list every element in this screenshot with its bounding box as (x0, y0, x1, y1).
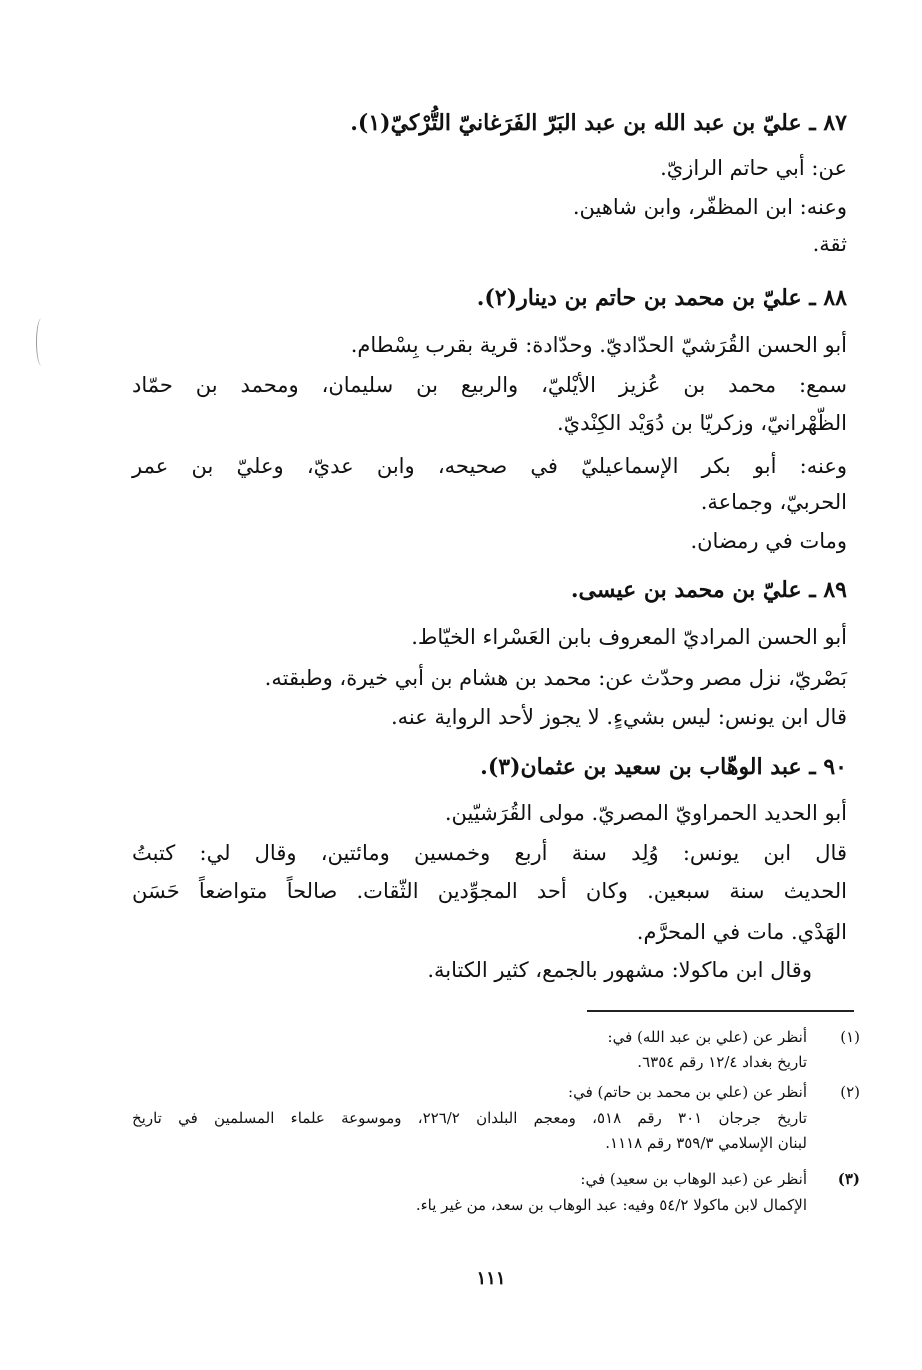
entry-88-line-2: سمع: محمد بن عُزيز الأيْليّ، والربيع بن سليمان، ومحمد بن حمّاد (132, 373, 847, 397)
entry-88-line-5: الحربيّ، وجماعة. (700, 490, 847, 514)
entry-90-heading: ٩٠ ـ عبد الوهّاب بن سعيد بن عثمان(٣). (480, 754, 847, 780)
footnote-1-number: (١) (840, 1028, 860, 1046)
entry-88-line-6: ومات في رمضان. (690, 529, 847, 553)
entry-88-line-3: الظّهْرانيّ، وزكريّا بن دُوَيْد الكِنْديّ. (557, 411, 847, 435)
entry-89-line-3: قال ابن يونس: ليس بشيءٍ. لا يجوز لأحد الرواية عنه. (390, 705, 847, 729)
entry-90-line-5: وقال ابن ماكولا: مشهور بالجمع، كثير الكتابة. (427, 958, 812, 982)
entry-88-line-4: وعنه: أبو بكر الإسماعيليّ في صحيحه، وابن عديّ، وعليّ بن عمر (132, 454, 847, 478)
entry-89-heading: ٨٩ ـ عليّ بن محمد بن عيسى. (570, 577, 847, 603)
footnote-2-number: (٢) (840, 1083, 860, 1101)
entry-87-heading: ٨٧ ـ عليّ بن عبد الله بن عبد البَرّ الفَرَغانيّ التُّرْكيّ(١). (350, 110, 847, 136)
entry-87-line-2: وعنه: ابن المظفّر، وابن شاهين. (572, 195, 847, 219)
entry-90-line-1: أبو الحديد الحمراويّ المصريّ. مولى القُرَشيّين. (444, 801, 847, 825)
entry-88-heading: ٨٨ ـ عليّ بن محمد بن حاتم بن دينار(٢). (476, 285, 847, 311)
footnote-3-number: (٣) (837, 1170, 860, 1188)
entry-87-line-3: ثقة. (812, 232, 847, 256)
entry-87-line-1: عن: أبي حاتم الرازيّ. (660, 156, 847, 180)
entry-90-line-3: الحديث سنة سبعين. وكان أحد المجوِّدين الثّقات. صالحاً متواضعاً حَسَن (132, 879, 847, 903)
page-number: ١١١ (476, 1268, 506, 1289)
footnote-1-line-1: أنظر عن (علي بن عبد الله) في: (607, 1028, 807, 1046)
footnote-2-line-1: أنظر عن (علي بن محمد بن حاتم) في: (568, 1083, 807, 1101)
entry-88-line-1: أبو الحسن القُرَشيّ الحدّاديّ. وحدّادة: قرية بقرب بِسْطام. (350, 333, 847, 357)
footnote-2-line-2: تاريخ جرجان ٣٠١ رقم ٥١٨، ومعجم البلدان ٢٢٦/٢، وموسوعة علماء المسلمين في تاريخ (132, 1109, 807, 1127)
footnote-separator (587, 1010, 854, 1012)
footnote-1-line-2: تاريخ بغداد ١٢/٤ رقم ٦٣٥٤. (637, 1053, 807, 1071)
entry-90-line-4: الهَدْي. مات في المحرَّم. (636, 920, 847, 944)
entry-89-line-2: بَصْريّ، نزل مصر وحدّث عن: محمد بن هشام بن أبي خيرة، وطبقته. (264, 666, 847, 690)
footnote-2-line-3: لبنان الإسلامي ٣٥٩/٣ رقم ١١١٨. (605, 1134, 807, 1152)
margin-bracket-mark (36, 318, 47, 366)
entry-90-line-2: قال ابن يونس: وُلِد سنة أربع وخمسين ومائتين، وقال لي: كتبتُ (132, 841, 847, 865)
entry-89-line-1: أبو الحسن المراديّ المعروف بابن العَسْراء الخيّاط. (411, 625, 847, 649)
footnote-3-line-2: الإكمال لابن ماكولا ٥٤/٢ وفيه: عبد الوهاب بن سعد، من غير ياء. (415, 1196, 807, 1214)
footnote-3-line-1: أنظر عن (عبد الوهاب بن سعيد) في: (580, 1170, 807, 1188)
